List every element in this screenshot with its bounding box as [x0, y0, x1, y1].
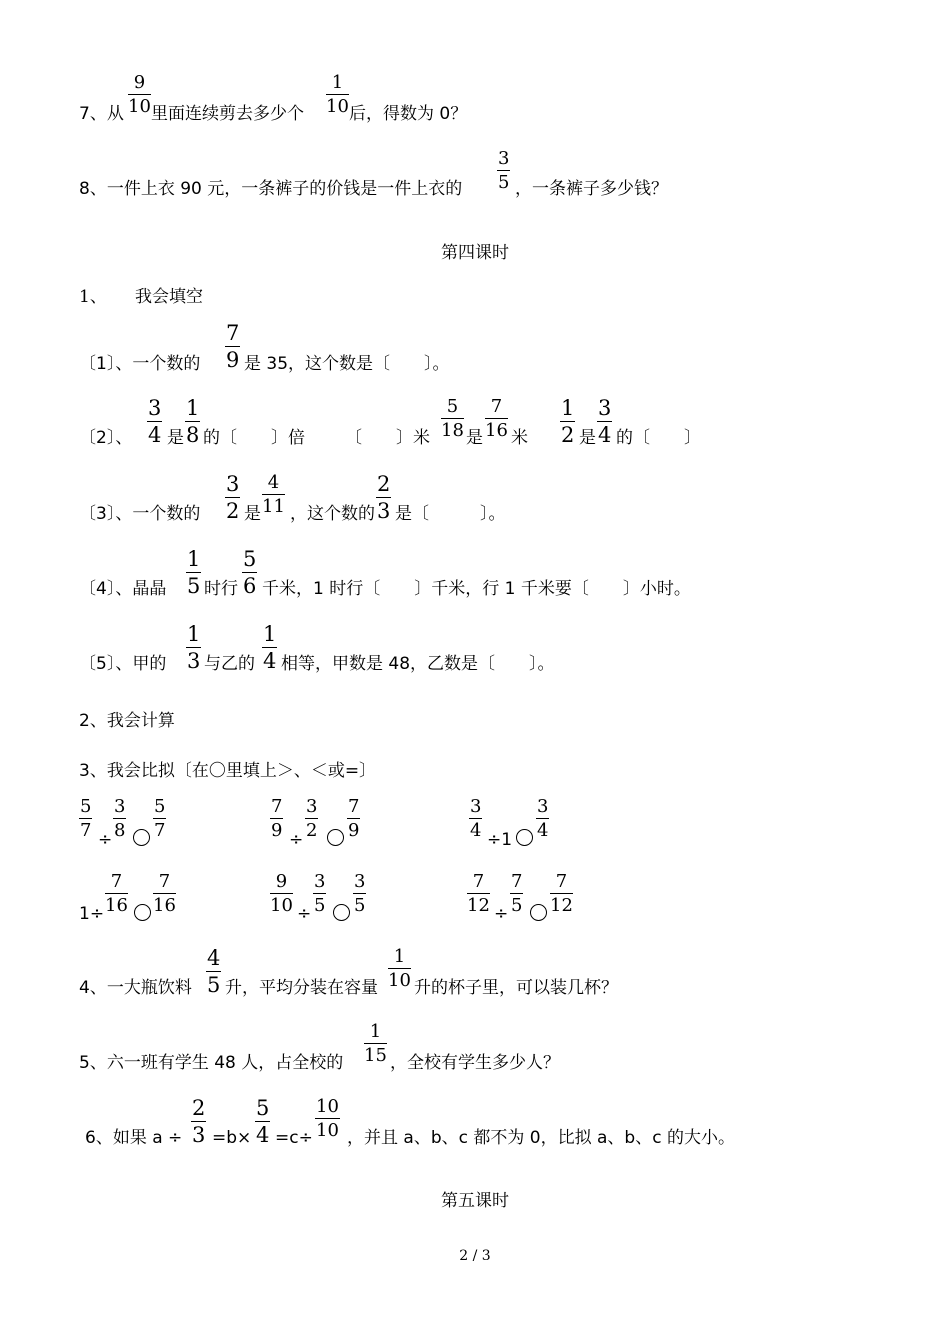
fraction: $\frac{7}{9}$ — [271, 796, 283, 841]
fraction: $\frac{5}{6}$ — [243, 547, 257, 598]
fill-text: 时行 — [204, 579, 238, 599]
fraction: $\frac{3}{4}$ — [598, 396, 612, 447]
fraction: $\frac{7}{9}$ — [348, 796, 360, 841]
fill-text: 米 — [511, 428, 528, 448]
fraction: $\frac{7}{9}$ — [226, 321, 240, 372]
page-number: 2 / 3 — [459, 1248, 491, 1264]
fill-text: 〔5〕、甲的 — [79, 654, 167, 674]
compare-circle[interactable] — [333, 904, 350, 921]
operator: ÷ — [98, 830, 113, 850]
q7-suffix: 后，得数为 0？ — [349, 104, 468, 124]
fraction: $\frac{7}{12}$ — [550, 871, 573, 916]
fraction: $\frac{3}{4}$ — [148, 396, 162, 447]
q5-text: 5、六一班有学生 48 人，占全校的 — [79, 1053, 344, 1073]
compare-circle[interactable] — [327, 829, 344, 846]
fraction: $\frac{1}{15}$ — [364, 1021, 387, 1066]
q7-prefix: 7、从 — [79, 104, 124, 124]
fill-text: 是 — [466, 428, 483, 448]
fraction: $\frac{5}{4}$ — [256, 1096, 270, 1147]
q6-text: =c÷ — [275, 1128, 313, 1148]
compare-circle[interactable] — [530, 904, 547, 921]
operator: ÷ — [289, 830, 304, 850]
fraction: $\frac{5}{18}$ — [441, 396, 464, 441]
fraction: $\frac{3}{5}$ — [354, 871, 366, 916]
operator: ÷ — [297, 904, 312, 924]
fraction: $\frac{7}{16}$ — [485, 396, 508, 441]
q4-text: 4、一大瓶饮料 — [79, 978, 192, 998]
q5-text: ，全校有学生多少人？ — [390, 1053, 560, 1073]
fill-text: 的〔 〕倍 — [203, 428, 305, 448]
fill-text: 〔2〕、 — [79, 428, 133, 448]
fraction: $\frac{4}{11}$ — [262, 472, 285, 517]
fraction: $\frac{3}{8}$ — [114, 796, 126, 841]
section-title: 我会填空 — [135, 287, 203, 307]
fill-text: 是〔 〕。 — [395, 504, 506, 524]
fill-text: 〔4〕、晶晶 — [79, 579, 167, 599]
fraction: $\frac{3}{2}$ — [226, 472, 240, 523]
fraction: $\frac{2}{3}$ — [192, 1096, 206, 1147]
fraction: $\frac{2}{3}$ — [377, 472, 391, 523]
compare-circle[interactable] — [516, 829, 533, 846]
fraction: $\frac{3}{5}$ — [498, 148, 510, 193]
fraction: $\frac{7}{12}$ — [467, 871, 490, 916]
q6-text: ，并且 a、b、c 都不为 0，比拟 a、b、c 的大小。 — [347, 1128, 735, 1148]
fill-text: 相等，甲数是 48，乙数是〔 〕。 — [281, 654, 555, 674]
fill-text: 〔1〕、一个数的 — [79, 354, 201, 374]
fraction: $\frac{9}{10}$ — [128, 72, 151, 117]
lesson5-title: 第五课时 — [441, 1191, 509, 1211]
operator: ÷ — [494, 904, 509, 924]
fill-text: ，这个数的 — [290, 504, 375, 524]
operator: ÷1 — [487, 830, 513, 850]
fraction: $\frac{3}{2}$ — [306, 796, 318, 841]
q6-text: 6、如果 a ÷ — [85, 1128, 183, 1148]
fill-text: 与乙的 — [204, 654, 255, 674]
fraction: $\frac{3}{5}$ — [314, 871, 326, 916]
fill-text: 的〔 〕 — [616, 428, 701, 448]
fraction: $\frac{1}{2}$ — [561, 396, 575, 447]
fraction: $\frac{10}{10}$ — [316, 1096, 339, 1141]
operator: 1÷ — [79, 904, 105, 924]
fraction: $\frac{7}{16}$ — [153, 871, 176, 916]
q6-text: =b× — [212, 1128, 252, 1148]
fill-text: 是 — [244, 504, 261, 524]
fraction: $\frac{5}{7}$ — [154, 796, 166, 841]
fraction: $\frac{5}{7}$ — [80, 796, 92, 841]
q7-mid: 里面连续剪去多少个 — [151, 104, 304, 124]
fill-text: 〔3〕、一个数的 — [79, 504, 201, 524]
compare-circle[interactable] — [133, 829, 150, 846]
section-3-heading: 3、我会比拟〔在〇里填上＞、＜或=〕 — [79, 761, 377, 781]
fill-text: 是 — [167, 428, 184, 448]
fraction: $\frac{3}{4}$ — [537, 796, 549, 841]
fraction: $\frac{1}{10}$ — [326, 72, 349, 117]
fraction: $\frac{7}{5}$ — [511, 871, 523, 916]
fraction: $\frac{1}{10}$ — [388, 946, 411, 991]
q4-text: 升的杯子里，可以装几杯？ — [414, 978, 618, 998]
fraction: $\frac{1}{4}$ — [263, 622, 277, 673]
q8-suffix: ，一条裤子多少钱？ — [515, 179, 668, 199]
lesson4-title: 第四课时 — [441, 243, 509, 263]
fraction: $\frac{3}{4}$ — [470, 796, 482, 841]
fraction: $\frac{9}{10}$ — [270, 871, 293, 916]
fraction: $\frac{1}{3}$ — [187, 622, 201, 673]
section-number: 1、 — [79, 287, 107, 307]
fraction: $\frac{7}{16}$ — [105, 871, 128, 916]
compare-circle[interactable] — [134, 904, 151, 921]
fill-text: 〔 〕米 — [345, 428, 430, 448]
q4-text: 升，平均分装在容量 — [225, 978, 378, 998]
fill-text: 是 — [579, 428, 596, 448]
fraction: $\frac{1}{8}$ — [186, 396, 200, 447]
fill-text: 千米，1 时行〔 〕千米，行 1 千米要〔 〕小时。 — [262, 579, 691, 599]
fill-text: 是 35，这个数是〔 〕。 — [244, 354, 450, 374]
q8-prefix: 8、一件上衣 90 元，一条裤子的价钱是一件上衣的 — [79, 179, 463, 199]
fraction: $\frac{1}{5}$ — [187, 547, 201, 598]
section-2-heading: 2、我会计算 — [79, 711, 175, 731]
fraction: $\frac{4}{5}$ — [207, 946, 221, 997]
